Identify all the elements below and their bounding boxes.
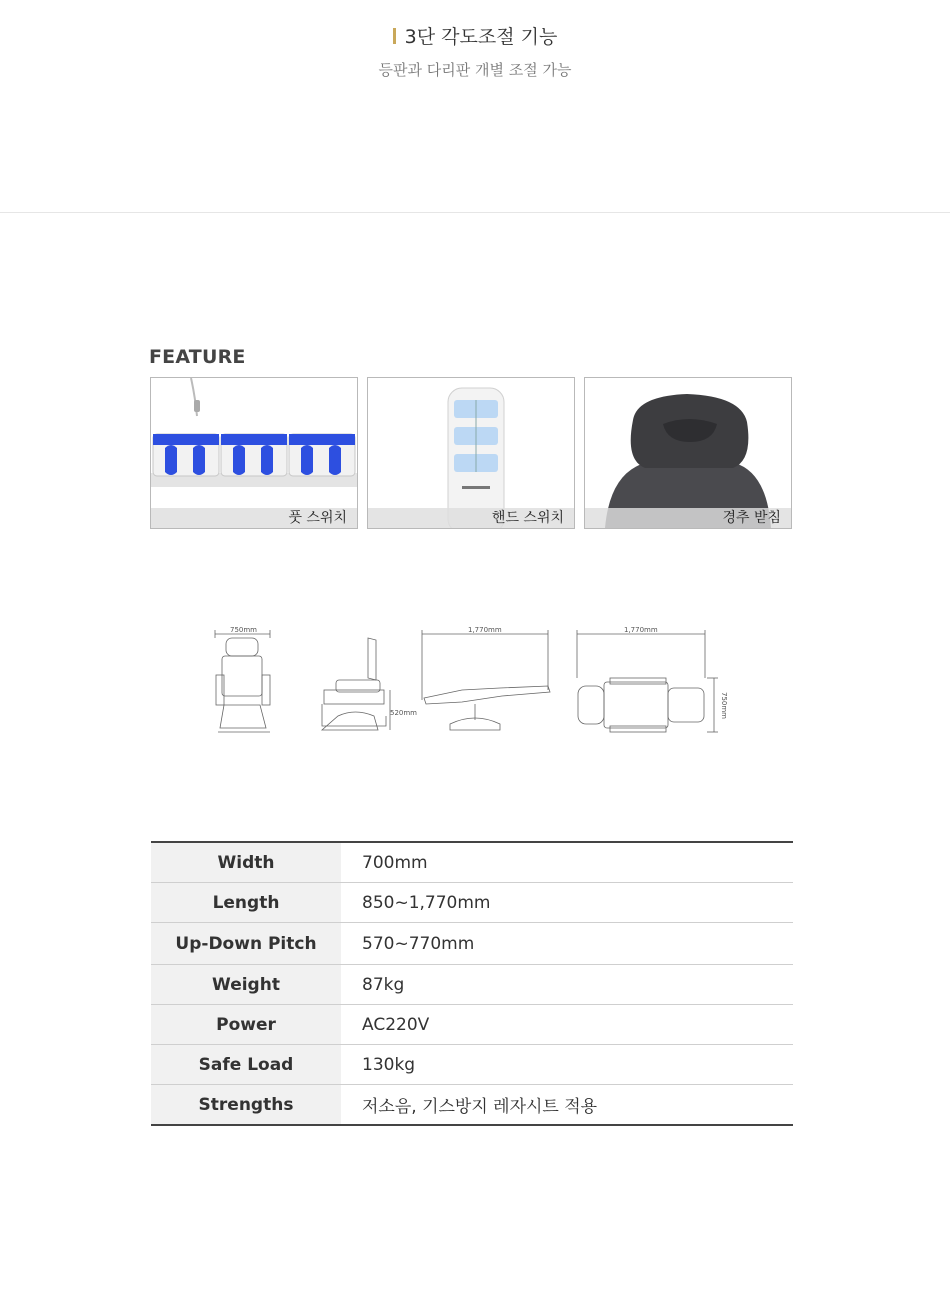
spec-value: 570~770mm: [362, 933, 475, 954]
feature-caption: 경추 받침: [585, 508, 791, 528]
dim-side-length: 1,770mm: [468, 626, 502, 634]
spec-label: Safe Load: [151, 1045, 341, 1084]
spec-label: Strengths: [151, 1085, 341, 1124]
feature-heading: FEATURE: [149, 346, 246, 368]
spec-value: 130kg: [362, 1054, 416, 1075]
dim-top-width: 750mm: [720, 692, 728, 719]
spec-value: 87kg: [362, 974, 405, 995]
spec-label: Length: [151, 883, 341, 922]
spec-value: 저소음, 기스방지 레자시트 적용: [362, 1097, 598, 1117]
spec-row: [151, 883, 793, 923]
chair-dimension-diagram: [200, 620, 740, 740]
section-title: 3단 각도조절 기능: [404, 26, 558, 48]
headrest-image: [585, 378, 791, 528]
spec-value: 700mm: [362, 852, 428, 873]
dim-top-length: 1,770mm: [624, 626, 658, 634]
title-accent-bar: [393, 28, 396, 44]
spec-label: Power: [151, 1005, 341, 1044]
section-subtitle: 등판과 다리판 개별 조절 가능: [378, 61, 572, 79]
spec-label: Up-Down Pitch: [151, 923, 341, 964]
section-title-line: [393, 22, 558, 49]
dimension-drawings: [200, 620, 740, 740]
dim-front-width: 750mm: [230, 626, 257, 634]
dim-side-height: 520mm: [390, 709, 417, 717]
spec-row: [151, 1045, 793, 1085]
section-divider: [0, 212, 950, 213]
spec-row: [151, 965, 793, 1005]
feature-card-foot-switch: [150, 377, 358, 529]
section-header: [0, 22, 950, 80]
spec-row: [151, 923, 793, 965]
feature-card-hand-switch: [367, 377, 575, 529]
feature-card-headrest: [584, 377, 792, 529]
hand-switch-image: [368, 378, 574, 528]
spec-table: [151, 841, 793, 1126]
spec-label: Width: [151, 843, 341, 882]
spec-value: AC220V: [362, 1014, 430, 1035]
feature-caption: 핸드 스위치: [368, 508, 574, 528]
foot-switch-image: [151, 378, 357, 528]
spec-row: [151, 843, 793, 883]
spec-value: 850~1,770mm: [362, 892, 491, 913]
spec-row: [151, 1005, 793, 1045]
spec-label: Weight: [151, 965, 341, 1004]
feature-caption: 풋 스위치: [151, 508, 357, 528]
spec-row: [151, 1085, 793, 1124]
